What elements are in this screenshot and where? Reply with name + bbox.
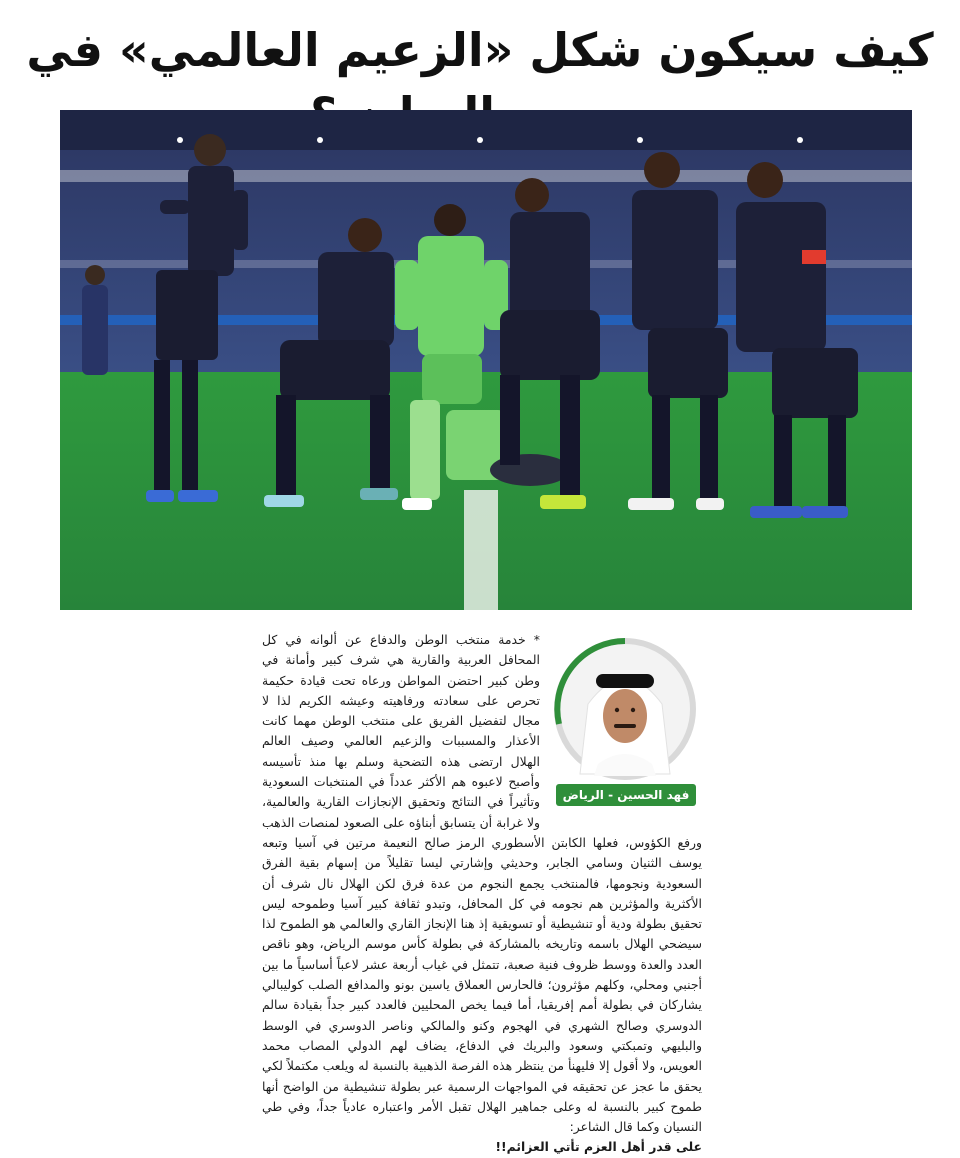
captain-armband: [802, 250, 826, 264]
columnist-portrait: [550, 634, 700, 784]
staff-figure: [82, 285, 108, 375]
columnist-name-tag: فهد الحسين - الرياض: [556, 784, 696, 806]
headline: كيف سيكون شكل «الزعيم العالمي» في: [26, 23, 934, 77]
article: [262, 630, 702, 1157]
columnist-box: [550, 634, 702, 814]
pitch-line: [464, 490, 498, 610]
article-body: * خدمة منتخب الوطن والدفاع عن ألوانه في كل المحافل العربية والقارية هي شرف كبير وأمانة في وطن كبير احتضن المواطن ورعاه تحت قيادة حكيمة تحرص على سعادته ورفاهيته وعيشه الكريم لذا لا مجال لتفضيل الفريق على منتخب الوطن مهما كانت الأعذار والمسببات والزعيم العالمي وصيف العالم الهلال ارتضى هذه التضحية وسلم بها منذ تأسيسه وأصبح لاعبوه هم الأكثر عدداً في المنتخبات السعودية وتأثيراً في النتائج وتحقيق الإنجازات القارية والعالمية، ولا غرابة أن يتسابق أبناؤه على الصعود لمنصات الذهب ورفع الكؤوس، فعلها الكابتن الأسطوري الرمز صالح النعيمة مرتين في آسيا وتبعه يوسف الثنيان وسامي الجابر، وحديثي وإشارتي ليسا تقليلاً من إسهام بقية الفرق السعودية ونجومها، فالمنتخب يجمع النجوم من عدة فرق لكن الهلال نال شرف أن الأكثرية والمؤثرين هم نجومه في كل المحافل، وتبدو ثقافة كبير آسيا وطموحه ليس تحقيق بطولة ودية أو تنشيطية أو تسويقية إذ هنا الإنجاز القاري والعالمي هو الطموح لذا سيضحي الهلال باسمه وتاريخه بالمشاركة في بطولة كأس موسم الرياض، وهو ناقص العدد والعدة ووسط ظروف فنية صعبة، تتمثل في غياب أربعة عشر لاعباً أساسياً ما بين أجنبي ومحلي، وكلهم مؤثرون؛ فالحارس العملاق ياسين بونو والمدافع الصلب كوليبالي يشاركان في بطولة أمم إفريقيا، أما فيما يخص المحليين فالعدد كبير جداً بقيادة سالم الدوسري وصالح الشهري في الهجوم وكنو والمالكي وناصر الدوسري في الوسط والبليهي وتمبكتي وسعود والبريك في الدفاع، يضاف لهم الدولي المصاب محمد العويس، ولا أقول إلا فليهنأ من ينتظر هذه الفرصة الذهبية بالنسبة له ويلعب مكتملاً لكي يحقق ما عجز عن تحقيقه في المواجهات الرسمية عبر بطولة تنشيطية من الواضح أنها طموح كبير بالنسبة له وعلى جماهير الهلال تقبل الأمر واعتباره عادياً جداً، وفي طي النسيان وكما قال الشاعر:: [262, 632, 702, 1135]
team-photo: [60, 110, 912, 610]
article-poem: على قدر أهل العزم تأتي العزائم!!: [495, 1139, 702, 1155]
